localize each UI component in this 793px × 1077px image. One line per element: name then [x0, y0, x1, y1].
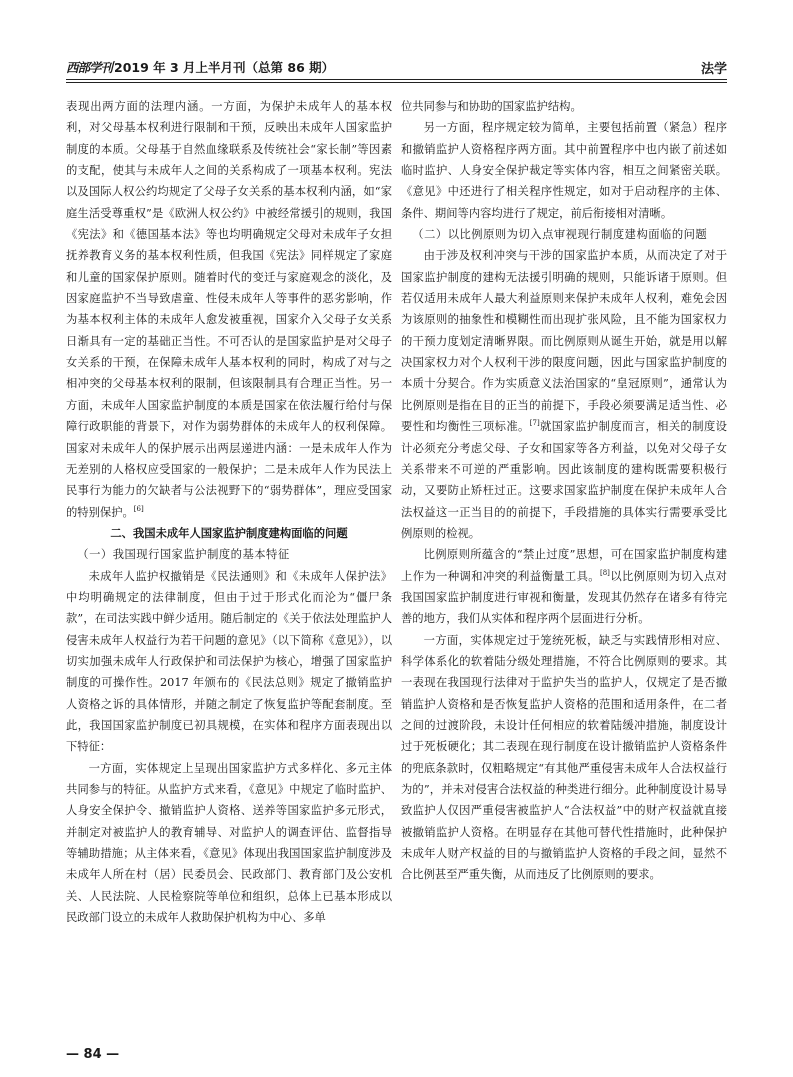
issue-label: 2019 年 3 月上半月刊（总第 86 期）: [114, 60, 335, 75]
right-column: [401, 96, 727, 886]
paragraph: 表现出两方面的法理内涵。一方面，为保护未成年人的基本权利，对父母基本权利进行限制和干预，反映出未成年人国家监护制度的本质。父母基于自然血缘联系及传统社会“家长制”等因素的支配，使其与未成年人之间的关系构成了一项基本权利。宪法以及国际人权公约均规定了父母子女关系的基本权利内涵，如“家庭生活受尊重权”是《欧洲人权公约》中被经常援引的规则，我国《宪法》和《德国基本法》等也均明确规定父母对未成年子女担抚养教育义务的基本权利性质，但我国《宪法》同样规定了家庭和儿童的国家保护原则。随着时代的变迁与家庭观念的淡化，及因家庭监护不当导致虐童、性侵未成年人等事件的恶劣影响，作为基本权利主体的未成年人愈发被重视，国家介入父母子女关系日渐具有一定的基础正当性。不可否认的是国家监护是对父母子女关系的干预，在保障未成年人基本权利的同时，构成了对与之相冲突的父母基本权利的限制，但该限制具有合理正当性。另一方面，未成年人国家监护制度的本质是国家在依法履行给付与保障行政职能的背景下，对作为弱势群体的未成年人的权利保障。国家对未成年人的保护展示出两层递进内涵：一是未成年人作为无差别的人格权应受国家的一般保护；二是未成年人作为民法上民事行为能力的欠缺者与公法视野下的“弱势群体”，理应受国家的特别保护。[6]: [66, 100, 392, 519]
subsection-heading: （一）我国现行国家监护制度的基本特征: [77, 548, 290, 562]
left-column: [66, 96, 392, 928]
journal-logo: 西部学刊: [66, 60, 113, 75]
section-title: 法学: [700, 62, 727, 77]
journal-issue: [66, 58, 334, 76]
subsection-heading: （二）以比例原则为切入点审视现行制度建构面临的问题: [412, 228, 708, 242]
paragraph: 一方面，实体规定上呈现出国家监护方式多样化、多元主体共同参与的特征。从监护方式来看，《意见》中规定了临时监护、人身安全保护令、撤销监护人资格、送养等国家监护多元形式，并制定对被监护人的教育辅导、对监护人的调查评估、监督指导等辅助措施；从主体来看，《意见》体现出我国国家监护制度涉及未成年人所在村（居）民委员会、民政部门、教育部门及公安机关、人民法院、人民检察院等单位和组织，总体上已基本形成以民政部门设立的未成年人救助保护机构为中心、多单: [66, 761, 392, 925]
paragraph: 一方面，实体规定过于笼统死板，缺乏与实践情形相对应、科学体系化的软着陆分级处理措施，不符合比例原则的要求。其一表现在我国现行法律对于监护失当的监护人，仅规定了是否撤销监护人资格和是否恢复监护人资格的范围和适用条件，在二者之间的过渡阶段，未设计任何相应的软着陆缓冲措施，制度设计过于死板硬化；其二表现在现行制度在设计撤销监护人资格条件的兜底条款时，仅粗略规定“有其他严重侵害未成年人合法权益行为的”，并未对侵害合法权益的种类进行细分。此种制度设计易导致监护人仅因严重侵害被监护人“合法权益”中的财产权益就直接被撤销监护人资格。在明显存在其他可替代性措施时，此种保护未成年人财产权益的目的与撤销监护人资格的手段之间，显然不合比例甚至严重失衡，从而违反了比例原则的要求。: [401, 633, 727, 882]
header-rule-thick: [66, 79, 727, 80]
header-rule-thin: [66, 82, 727, 83]
section-heading: 二、我国未成年人国家监护制度建构面临的问题: [110, 526, 348, 540]
paragraph: 由于涉及权利冲突与干涉的国家监护本质，从而决定了对于国家监护制度的建构无法援引明确的规则，只能诉诸于原则。但若仅适用未成年人最大利益原则来保护未成年人权利，难免会因为该原则的抽象性和模糊性而出现扩张风险，且不能为国家权力的干预力度划定清晰界限。而比例原则从诞生开始，就是用以解决国家权力对个人权利干涉的限度问题，因此与国家监护制度的本质十分契合。作为实质意义法治国家的“皇冠原则”，通常认为比例原则是指在目的正当的前提下，手段必须要满足适当性、必要性和均衡性三项标准。[7]就国家监护制度而言，相关的制度设计必须充分考虑父母、子女和国家等各方利益，以免对父母子女关系带来不可逆的严重影响。因此该制度的建构既需要积极行动，又要防止矫枉过正。这要求国家监护制度在保护未成年人合法权益这一正当目的的前提下，手段措施的具体实行需要承受比例原则的检视。: [401, 249, 727, 540]
paragraph: 位共同参与和协助的国家监护结构。: [401, 100, 582, 113]
page-number: — 84 —: [66, 1047, 120, 1062]
paragraph: 未成年人监护权撤销是《民法通则》和《未成年人保护法》中均明确规定的法律制度，但由于过于形式化而沦为“僵尸条款”，在司法实践中鲜少适用。随后制定的《关于依法处理监护人侵害未成年人权益行为若干问题的意见》（以下简称《意见》），以切实加强未成年人行政保护和司法保护为核心，增强了国家监护制度的可操作性。2017 年颁布的《民法总则》规定了撤销监护人资格之诉的具体情形，并随之制定了恢复监护等配套制度。至此，我国国家监护制度已初具规模，在实体和程序方面表现出以下特征：: [66, 569, 392, 754]
paragraph: 另一方面，程序规定较为简单，主要包括前置（紧急）程序和撤销监护人资格程序两方面。其中前置程序中也内嵌了前述如临时监护、人身安全保护裁定等实体内容，相互之间紧密关联。《意见》中还进行了相关程序性规定，如对于启动程序的主体、条件、期间等内容均进行了规定，前后衔接相对清晰。: [401, 121, 727, 220]
paragraph: 比例原则所蕴含的“禁止过度”思想，可在国家监护制度构建上作为一种调和冲突的利益衡量工具。[8]以比例原则为切入点对我国国家监护制度进行审视和衡量，发现其仍然存在诸多有待完善的地方，我们从实体和程序两个层面进行分析。: [401, 548, 727, 626]
